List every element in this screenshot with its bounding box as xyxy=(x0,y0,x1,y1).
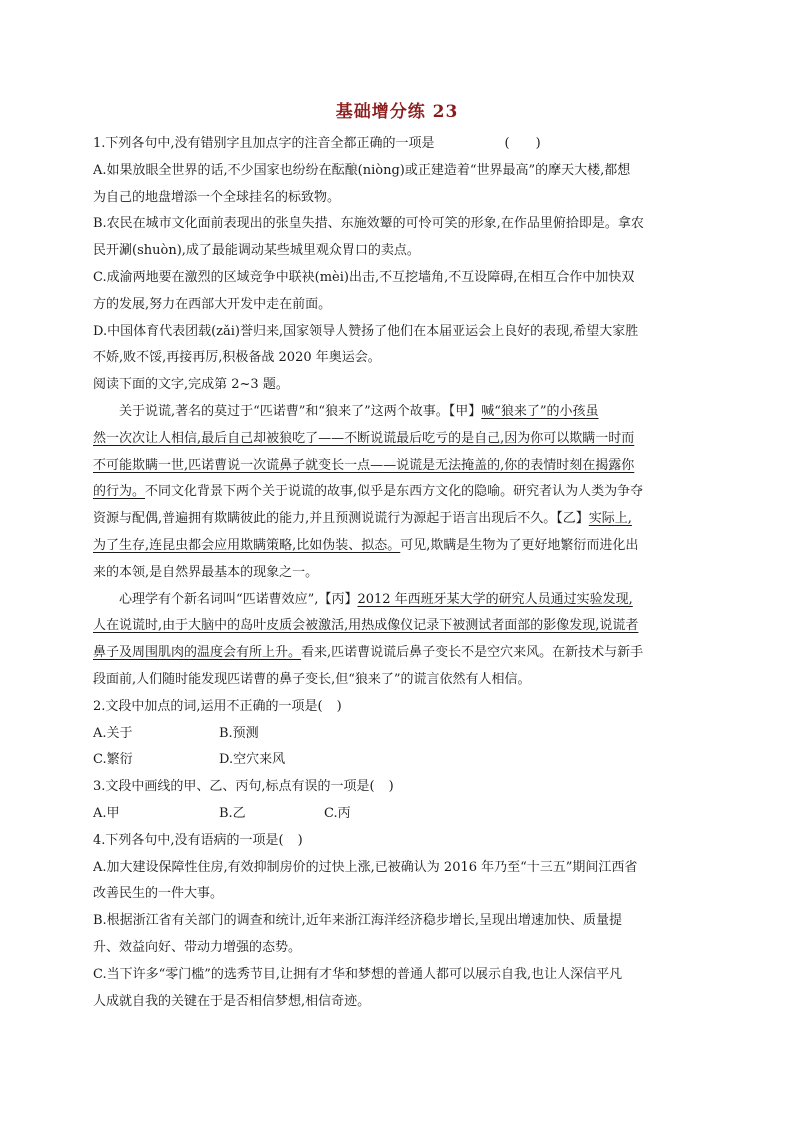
passage-line: 段面前,人们随时能发现匹诺曹的鼻子变长,但“狼来了”的谎言依然有人相信。 xyxy=(93,671,531,687)
q4-option-b-line1: B.根据浙江省有关部门的调查和统计,近年来浙江海洋经济稳步增长,呈现出增速加快、质量提 xyxy=(93,913,622,929)
passage-line xyxy=(93,426,697,453)
q1-answer-bracket: ( ) xyxy=(504,136,541,151)
passage-line: 资源与配偶,普遍拥有欺瞒彼此的能力,并且预测说谎行为源起于语言出现后不久。【乙】实际上, xyxy=(93,511,632,527)
underlined-sentence-jia: 不可能欺瞒一世,匹诺曹说一次谎鼻子就变长一点——说谎是无法掩盖的,你的表情时刻在揭露你 xyxy=(93,457,635,473)
q2-option-a: A.关于 xyxy=(93,725,133,741)
passage-line xyxy=(93,613,697,640)
q2-options-row xyxy=(93,721,697,748)
q1-option-d-line1: D.中国体育代表团载(zǎi)誉归来,国家领导人赞扬了他们在本届亚运会上良好的表现,希望大家胜 xyxy=(93,323,639,339)
q4-option-c-line1: C.当下许多“零门槛”的选秀节目,让拥有才华和梦想的普通人都可以展示自我,也让人深信平凡 xyxy=(93,966,623,982)
q1-option-a-line2: 为自己的地盘增添一个全球挂名的标致物。 xyxy=(93,189,341,205)
underlined-sentence-bing: 人在说谎时,由于大脑中的岛叶皮质会被激活,用热成像仪记录下被测试者面部的影像发现,说谎者 xyxy=(93,618,639,634)
marker-bing: 【丙】 xyxy=(318,591,358,607)
underlined-sentence-yi: 为了生存,连昆虫都会应用欺瞒策略,比如伪装、拟态。 xyxy=(93,537,401,553)
q2-option-b: B.预测 xyxy=(219,725,259,741)
q2-option-c: C.繁衍 xyxy=(93,752,133,768)
passage-line: 关于说谎,著名的莫过于“匹诺曹”和“狼来了”这两个故事。【甲】喊“狼来了”的小孩虽 xyxy=(119,403,599,419)
q4-option-b-line2: 升、效益向好、带动力增强的态势。 xyxy=(93,939,302,955)
q2-option-d: D.空穴来风 xyxy=(219,752,286,768)
q1-option-c-line1: C.成渝两地要在激烈的区域竞争中联袂(mèi)出击,不互挖墙角,不互设障碍,在相互合作中加快双 xyxy=(93,269,635,285)
page-title: 基础增分练 23 xyxy=(335,102,459,122)
reading-intro: 阅读下面的文字,完成第 2~3 题。 xyxy=(93,377,289,393)
marker-yi: 【乙】 xyxy=(556,511,589,527)
q4-stem: 4.下列各句中,没有语病的一项是( ) xyxy=(93,832,303,848)
marker-jia: 【甲】 xyxy=(448,403,482,419)
passage-line: 的行为。不同文化背景下两个关于说谎的故事,似乎是东西方文化的隐喻。研究者认为人类为争夺 xyxy=(93,484,644,500)
q3-stem: 3.文段中画线的甲、乙、丙句,标点有误的一项是( ) xyxy=(93,779,394,795)
passage-line: 心理学有个新名词叫“匹诺曹效应”,【丙】2012 年西班牙某大学的研究人员通过实验发现, xyxy=(119,591,633,607)
q2-options-row xyxy=(93,747,697,774)
underlined-sentence-jia: 的行为。 xyxy=(93,484,146,500)
q1-option-b-line1: B.农民在城市文化面前表现出的张皇失措、东施效颦的可怜可笑的形象,在作品里俯拾即是。拿农 xyxy=(93,216,644,232)
underlined-sentence-bing: 鼻子及周围肌肉的温度会有所上升。 xyxy=(93,645,302,661)
q2-stem: 2.文段中加点的词,运用不正确的一项是( ) xyxy=(93,698,342,714)
passage-line: 鼻子及周围肌肉的温度会有所上升。看来,匹诺曹说谎后鼻子变长不是空穴来风。在新技术与新手 xyxy=(93,645,644,661)
underlined-sentence-jia: 喊“狼来了”的小孩虽 xyxy=(481,403,599,419)
q4-option-a-line1: A.加大建设保障性住房,有效抑制房价的过快上涨,已被确认为 2016 年乃至“十三五”期间江西省 xyxy=(93,859,638,875)
q1-option-a-line1: A.如果放眼全世界的话,不少国家也纷纷在酝酿(niòng)或正建造着“世界最高”的摩天大楼,都想 xyxy=(93,162,631,178)
underlined-sentence-yi: 实际上, xyxy=(588,511,632,527)
q3-option-c: C.丙 xyxy=(324,805,351,821)
passage-line: 来的本领,是自然界最基本的现象之一。 xyxy=(93,564,319,580)
q4-option-a-line2: 改善民生的一件大事。 xyxy=(93,886,224,902)
exercise-content xyxy=(93,131,697,1015)
underlined-sentence-bing: 2012 年西班牙某大学的研究人员通过实验发现, xyxy=(357,591,633,607)
q3-options-row xyxy=(93,801,697,828)
underlined-sentence-jia: 然一次次让人相信,最后自己却被狼吃了——不断说谎最后吃亏的是自己,因为你可以欺瞒一时而 xyxy=(93,430,635,446)
q3-option-b: B.乙 xyxy=(219,805,246,821)
passage-line xyxy=(93,453,697,480)
q1-option-d-line2: 不娇,败不馁,再接再厉,积极备战 2020 年奥运会。 xyxy=(93,350,381,366)
q4-option-c-line2: 人成就自我的关键在于是否相信梦想,相信奇迹。 xyxy=(93,993,371,1009)
q1-stem: 1.下列各句中,没有错别字且加点字的注音全都正确的一项是 ( ) xyxy=(93,136,541,151)
q1-option-b-line2: 民开涮(shuòn),成了最能调动某些城里观众胃口的卖点。 xyxy=(93,243,420,259)
q1-option-c-line2: 方的发展,努力在西部大开发中走在前面。 xyxy=(93,296,332,312)
passage-line: 为了生存,连昆虫都会应用欺瞒策略,比如伪装、拟态。可见,欺瞒是生物为了更好地繁衍而进化出 xyxy=(93,537,639,553)
q3-option-a: A.甲 xyxy=(93,805,120,821)
